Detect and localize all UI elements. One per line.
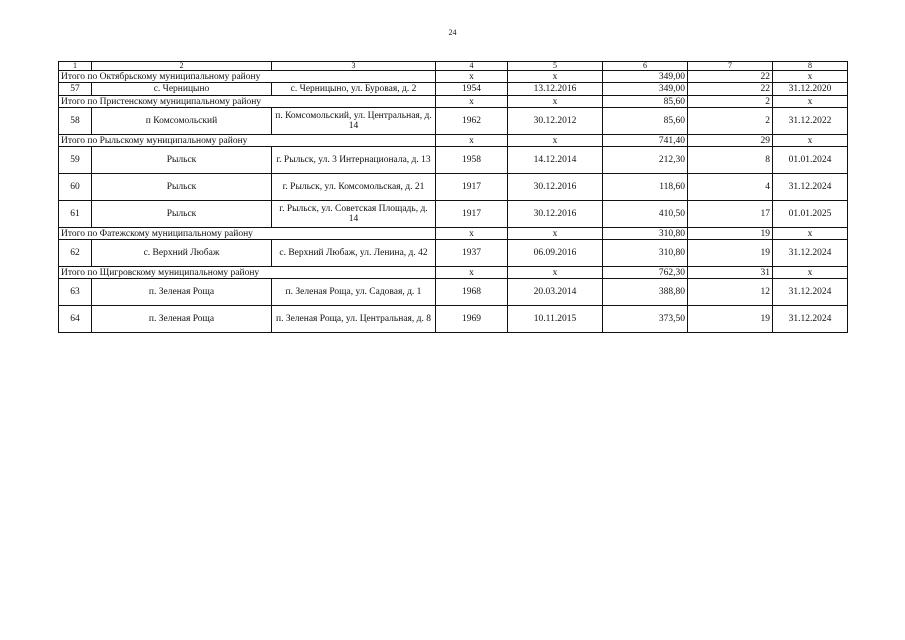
district-total-row — [59, 228, 848, 240]
cell-number: 63 — [59, 279, 92, 306]
column-number-1: 1 — [59, 62, 92, 71]
cell-area: 310,80 — [603, 240, 688, 267]
cell-deadline: 31.12.2022 — [773, 108, 848, 135]
cell-settlement: п Комсомольский — [92, 108, 272, 135]
cell-deadline: 01.01.2025 — [773, 201, 848, 228]
table-row — [59, 174, 848, 201]
cell-area: 410,50 — [603, 201, 688, 228]
cell-year: 1958 — [436, 147, 508, 174]
cell-deadline: 31.12.2024 — [773, 174, 848, 201]
cell-deadline: х — [773, 135, 848, 147]
column-number-3: 3 — [272, 62, 436, 71]
cell-area: 741,40 — [603, 135, 688, 147]
cell-residents: 12 — [688, 279, 773, 306]
cell-residents: 19 — [688, 228, 773, 240]
cell-number: 59 — [59, 147, 92, 174]
cell-year: х — [436, 267, 508, 279]
column-number-6: 6 — [603, 62, 688, 71]
district-total-label: Итого по Фатежскому муниципальному району — [59, 228, 436, 240]
cell-deadline: 31.12.2020 — [773, 83, 848, 96]
cell-year: х — [436, 135, 508, 147]
cell-deadline: 31.12.2024 — [773, 279, 848, 306]
cell-area: 373,50 — [603, 306, 688, 333]
table-row — [59, 201, 848, 228]
district-total-row — [59, 267, 848, 279]
cell-settlement: Рыльск — [92, 201, 272, 228]
cell-deadline: 31.12.2024 — [773, 306, 848, 333]
cell-area: 349,00 — [603, 83, 688, 96]
cell-address: с. Верхний Любаж, ул. Ленина, д. 42 — [272, 240, 436, 267]
cell-area: 388,80 — [603, 279, 688, 306]
table-row — [59, 147, 848, 174]
cell-date: х — [508, 96, 603, 108]
cell-deadline: 31.12.2024 — [773, 240, 848, 267]
cell-residents: 22 — [688, 83, 773, 96]
cell-settlement: п. Зеленая Роща — [92, 279, 272, 306]
cell-date: х — [508, 267, 603, 279]
table-row — [59, 306, 848, 333]
cell-year: 1962 — [436, 108, 508, 135]
cell-date: 30.12.2016 — [508, 201, 603, 228]
table-row — [59, 108, 848, 135]
cell-residents: 2 — [688, 108, 773, 135]
cell-residents: 19 — [688, 306, 773, 333]
cell-date: х — [508, 228, 603, 240]
cell-number: 60 — [59, 174, 92, 201]
column-number-row — [59, 62, 848, 71]
cell-deadline: х — [773, 267, 848, 279]
cell-residents: 17 — [688, 201, 773, 228]
cell-residents: 8 — [688, 147, 773, 174]
column-number-2: 2 — [92, 62, 272, 71]
cell-year: 1954 — [436, 83, 508, 96]
cell-residents: 22 — [688, 71, 773, 83]
district-total-row — [59, 135, 848, 147]
cell-date: 30.12.2016 — [508, 174, 603, 201]
cell-residents: 31 — [688, 267, 773, 279]
cell-number: 64 — [59, 306, 92, 333]
cell-settlement: Рыльск — [92, 174, 272, 201]
cell-deadline: х — [773, 96, 848, 108]
cell-address: п. Зеленая Роща, ул. Центральная, д. 8 — [272, 306, 436, 333]
cell-date: 14.12.2014 — [508, 147, 603, 174]
cell-area: 85,60 — [603, 96, 688, 108]
cell-settlement: п. Зеленая Роща — [92, 306, 272, 333]
cell-year: 1969 — [436, 306, 508, 333]
cell-settlement: Рыльск — [92, 147, 272, 174]
district-total-label: Итого по Октябрьскому муниципальному району — [59, 71, 436, 83]
cell-year: 1917 — [436, 174, 508, 201]
cell-address: г. Рыльск, ул. Комсомольская, д. 21 — [272, 174, 436, 201]
cell-residents: 2 — [688, 96, 773, 108]
district-total-row — [59, 96, 848, 108]
table-row — [59, 240, 848, 267]
cell-year: х — [436, 71, 508, 83]
cell-date: х — [508, 135, 603, 147]
district-total-row — [59, 71, 848, 83]
cell-deadline: 01.01.2024 — [773, 147, 848, 174]
cell-area: 349,00 — [603, 71, 688, 83]
cell-year: х — [436, 96, 508, 108]
cell-year: х — [436, 228, 508, 240]
cell-date: х — [508, 71, 603, 83]
cell-deadline: х — [773, 228, 848, 240]
column-number-4: 4 — [436, 62, 508, 71]
cell-residents: 4 — [688, 174, 773, 201]
cell-address: г. Рыльск, ул. Советская Площадь, д. 14 — [272, 201, 436, 228]
cell-area: 212,30 — [603, 147, 688, 174]
district-total-label: Итого по Пристенскому муниципальному району — [59, 96, 436, 108]
cell-number: 61 — [59, 201, 92, 228]
cell-area: 762,30 — [603, 267, 688, 279]
column-number-8: 8 — [773, 62, 848, 71]
cell-settlement: с. Верхний Любаж — [92, 240, 272, 267]
cell-year: 1937 — [436, 240, 508, 267]
cell-address: п. Зеленая Роща, ул. Садовая, д. 1 — [272, 279, 436, 306]
table-row — [59, 279, 848, 306]
district-total-label: Итого по Щигровскому муниципальному району — [59, 267, 436, 279]
cell-date: 13.12.2016 — [508, 83, 603, 96]
column-number-7: 7 — [688, 62, 773, 71]
cell-number: 58 — [59, 108, 92, 135]
cell-deadline: х — [773, 71, 848, 83]
cell-address: г. Рыльск, ул. 3 Интернационала, д. 13 — [272, 147, 436, 174]
cell-residents: 29 — [688, 135, 773, 147]
cell-area: 85,60 — [603, 108, 688, 135]
cell-date: 06.09.2016 — [508, 240, 603, 267]
cell-year: 1968 — [436, 279, 508, 306]
register-table — [58, 61, 848, 333]
table-row — [59, 83, 848, 96]
cell-address: с. Черницыно, ул. Буровая, д. 2 — [272, 83, 436, 96]
cell-date: 20.03.2014 — [508, 279, 603, 306]
cell-address: п. Комсомольский, ул. Центральная, д. 14 — [272, 108, 436, 135]
cell-residents: 19 — [688, 240, 773, 267]
cell-area: 118,60 — [603, 174, 688, 201]
cell-number: 57 — [59, 83, 92, 96]
column-number-5: 5 — [508, 62, 603, 71]
page-number: 24 — [448, 28, 457, 37]
cell-date: 30.12.2012 — [508, 108, 603, 135]
cell-date: 10.11.2015 — [508, 306, 603, 333]
cell-number: 62 — [59, 240, 92, 267]
cell-year: 1917 — [436, 201, 508, 228]
cell-settlement: с. Черницыно — [92, 83, 272, 96]
cell-area: 310,80 — [603, 228, 688, 240]
district-total-label: Итого по Рыльскому муниципальному району — [59, 135, 436, 147]
